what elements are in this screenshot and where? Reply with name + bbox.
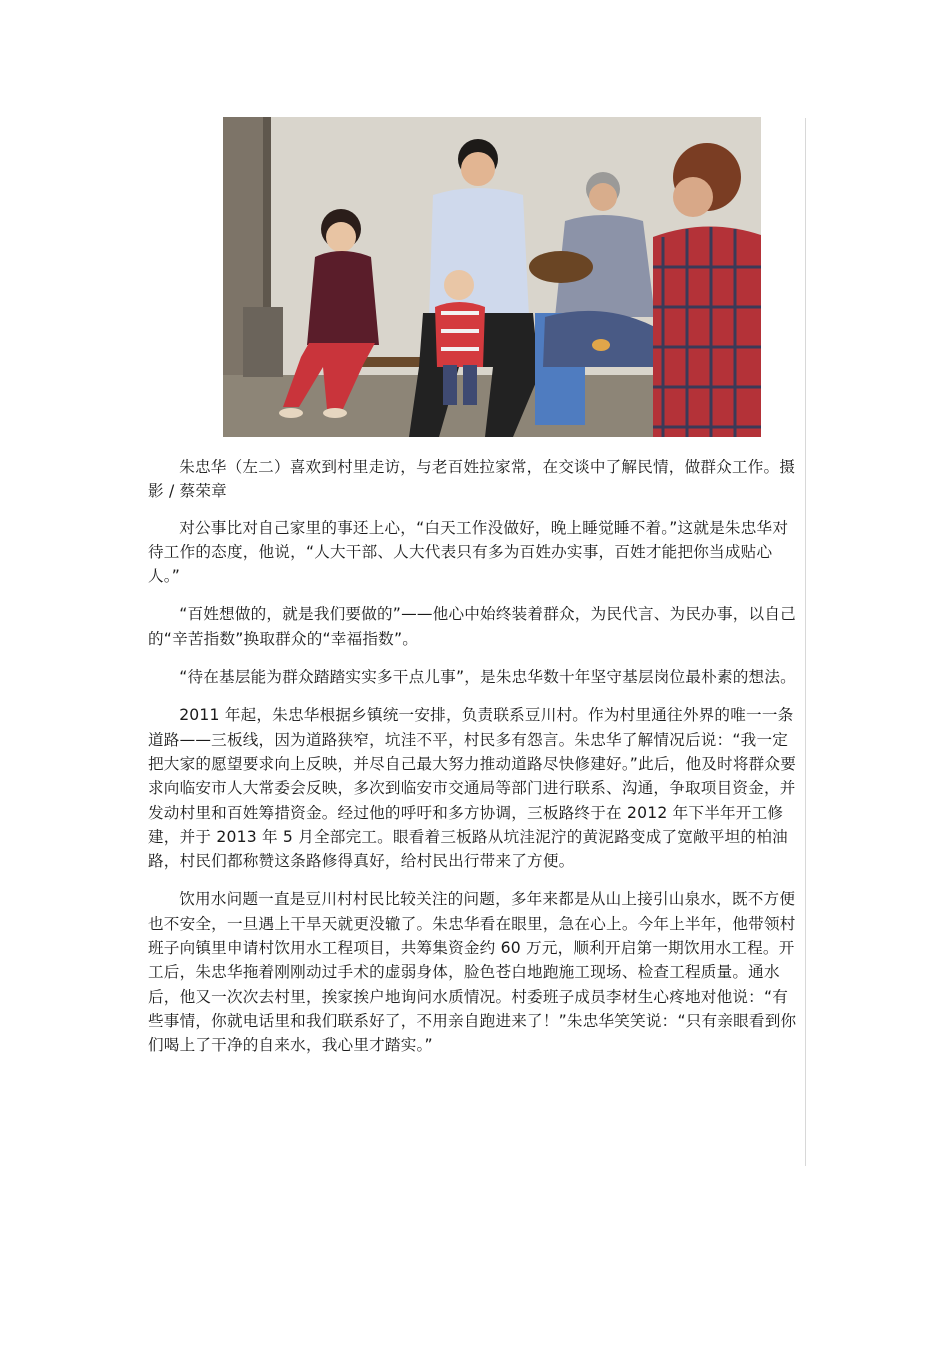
news-photo: [223, 117, 761, 437]
paragraph-water: 饮用水问题一直是豆川村村民比较关注的问题，多年来都是从山上接引山泉水，既不方便也不安全，一旦遇上干旱天就更没辙了。朱忠华看在眼里，急在心上。今年上半年，他带领村班子向镇里申请村饮用水工程项目，共筹集资金约 60 万元，顺利开启第一期饮用水工程。开工后，朱忠华拖着刚刚动过手术的虚弱身体，脸色苍白地跑施工现场、检查工程质量。通水后，他又一次次去村里，挨家挨户地询问水质情况。村委班子成员李材生心疼地对他说：“有些事情，你就电话里和我们联系好了，不用亲自跑进来了！”朱忠华笑笑说：“只有亲眼看到你们喝上了干净的自来水，我心里才踏实。”: [148, 890, 797, 1055]
paragraph-motto: “百姓想做的，就是我们要做的”——他心中始终装着群众，为民代言、为民办事，以自己的“辛苦指数”换取群众的“幸福指数”。: [148, 605, 796, 648]
paragraph-grassroots: “待在基层能为群众踏踏实实多干点儿事”，是朱忠华数十年坚守基层岗位最朴素的想法。: [179, 668, 796, 687]
photo-caption: 朱忠华（左二）喜欢到村里走访，与老百姓拉家常，在交谈中了解民情，做群众工作。摄影 / 蔡荣章: [148, 458, 796, 501]
paragraph-road: 2011 年起，朱忠华根据乡镇统一安排，负责联系豆川村。作为村里通往外界的唯一一条道路——三板线，因为道路狭窄，坑洼不平，村民多有怨言。朱忠华了解情况后说：“我一定把大家的愿望要求向上反映，并尽自己最大努力推动道路尽快修建好。”此后，他及时将群众要求向临安市人大常委会反映，多次到临安市交通局等部门进行联系、沟通，争取项目资金，并发动村里和百姓筹措资金。经过他的呼吁和多方协调，三板路终于在 2012 年下半年开工修建，并于 2013 年 5 月全部完工。眼看着三板路从坑洼泥泞的黄泥路变成了宽敞平坦的柏油路，村民们都称赞这条路修得真好，给村民出行带来了方便。: [148, 706, 797, 871]
paragraph-dedication: 对公事比对自己家里的事还上心，“白天工作没做好，晚上睡觉睡不着。”这就是朱忠华对待工作的态度，他说，“人大干部、人大代表只有多为百姓办实事，百姓才能把你当成贴心人。”: [148, 518, 789, 586]
article-body: [148, 455, 798, 1072]
page-edge-rule: [805, 118, 806, 1166]
